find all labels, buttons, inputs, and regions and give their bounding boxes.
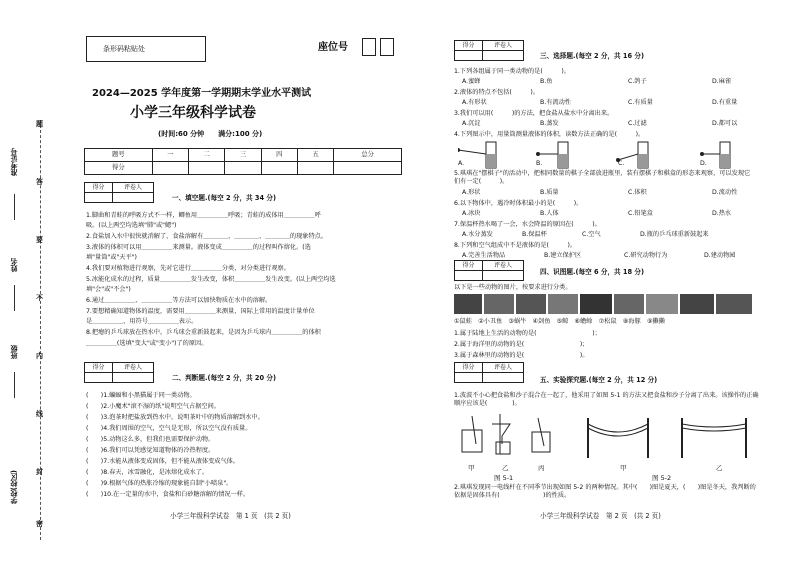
question-line: 7.要想精确知道物体的温度，需要用＿＿＿＿＿来测量，国际上常用的温度计量单位 bbox=[86, 308, 315, 315]
option: A.有形状 bbox=[462, 99, 487, 106]
seal-char: 内 bbox=[36, 352, 43, 360]
option: D.有重量 bbox=[712, 99, 738, 106]
choice-q3: 3.我们可以用( )的方法，把食盐从盐水中分离出来。 bbox=[454, 110, 614, 117]
question-line: 6.通过＿＿＿＿＿、＿＿＿＿＿等方法可以加快物质在水中的溶解。 bbox=[86, 297, 272, 304]
question-line: 吸。(以上两空均选填"肺"或"鳃") bbox=[86, 222, 177, 229]
barcode-label: 条形码粘贴处 bbox=[103, 45, 145, 53]
fig-label: 丙 bbox=[538, 464, 545, 472]
choice-q8: 8.下列和空气组成中不是液体的是( )。 bbox=[454, 242, 577, 249]
animal-photo bbox=[484, 294, 514, 314]
grader-score: 得分 bbox=[455, 363, 483, 373]
option: A. bbox=[458, 160, 465, 167]
student-id-line bbox=[14, 194, 15, 220]
seat-box[interactable] bbox=[362, 38, 376, 56]
seal-char: 要 bbox=[36, 236, 43, 244]
cylinder-figures bbox=[458, 140, 758, 172]
score-cell[interactable] bbox=[152, 162, 188, 175]
option: A.完善生活物品 bbox=[462, 252, 506, 259]
score-cell[interactable] bbox=[261, 162, 297, 175]
seal-char: 答 bbox=[36, 178, 43, 186]
grader-name: 评卷人 bbox=[113, 183, 154, 193]
option: B.鱼 bbox=[540, 78, 553, 85]
judge-line: ( )1.蝙蝠和小黑猫属于同一类动物。 bbox=[86, 392, 196, 399]
seat-box[interactable] bbox=[380, 38, 394, 56]
score-cell[interactable] bbox=[225, 162, 261, 175]
option: A.形状 bbox=[462, 189, 481, 196]
option: C.体积 bbox=[628, 189, 647, 196]
page-1-footer: 小学三年级科学试卷 第 1 页 (共 2 页) bbox=[170, 512, 291, 520]
fig-label: 甲 bbox=[468, 464, 475, 472]
option: A.冰块 bbox=[462, 210, 481, 217]
option: B.有流动性 bbox=[540, 99, 571, 106]
score-header: 五 bbox=[297, 149, 333, 162]
section-2-title: 二、判断题.(每空 2 分，共 20 分) bbox=[172, 374, 277, 382]
exam-title: 2024—2025 学年度第一学期期末学业水平测试 bbox=[92, 88, 312, 99]
choice-q2: 2.液体的特点不包括( )。 bbox=[454, 89, 539, 96]
animal-photo bbox=[580, 294, 612, 314]
choice-q1: 1.下列各组属于同一类动物的是( )。 bbox=[454, 68, 570, 75]
question-line: ＿＿＿＿＿(选填"变大"或"变小")了的原因。 bbox=[86, 340, 208, 347]
score-header: 四 bbox=[261, 149, 297, 162]
option: C.研究动物行为 bbox=[624, 252, 668, 259]
grader-cell[interactable] bbox=[85, 193, 113, 203]
judge-line: ( )5.动物这么多，但我们也需要保护动物。 bbox=[86, 436, 215, 443]
name-label: 姓名 bbox=[10, 258, 18, 272]
animal-photo bbox=[614, 294, 644, 314]
judge-line: ( )3.泡茶时把盐放到热水中，说明茶叶中的物质溶解到水中。 bbox=[86, 414, 264, 421]
question-line: 8.把瘪的乒乓球放在热水中，乒乓球会重新鼓起来，是因为乒乓球内＿＿＿＿＿的体积 bbox=[86, 329, 321, 336]
grader-cell[interactable] bbox=[455, 373, 483, 383]
grader-cell[interactable] bbox=[483, 51, 524, 61]
beaker-bing bbox=[532, 418, 550, 452]
student-id-label: 准考证号 bbox=[10, 148, 18, 176]
score-header: 二 bbox=[189, 149, 225, 162]
question-line: 2.食盐加入水中很快就消解了，食盐溶解有＿＿＿＿、＿＿＿＿、＿＿＿＿的现象特点。 bbox=[86, 233, 328, 240]
score-cell[interactable] bbox=[189, 162, 225, 175]
animal-photo bbox=[548, 294, 578, 314]
name-line bbox=[14, 285, 15, 311]
judge-line: ( )8.春天，冰雪融化，是冰熔化成水了。 bbox=[86, 469, 209, 476]
school-label: 学校(校区) bbox=[10, 470, 18, 505]
score-cell[interactable] bbox=[297, 162, 333, 175]
score-header: 一 bbox=[152, 149, 188, 162]
choice-q6: 6.以下物体中，遇冷时体积最小的是( )。 bbox=[454, 200, 583, 207]
question-line: 3.液体的体积可以用＿＿＿＿＿来测量。液体变成＿＿＿＿＿的过程叫作熔化。(选 bbox=[86, 244, 311, 251]
grader-cell[interactable] bbox=[455, 51, 483, 61]
classify-line: 3.属于森林里的动物的是( )。 bbox=[454, 352, 589, 359]
score-header: 总分 bbox=[334, 149, 402, 162]
fig-label: 乙 bbox=[502, 464, 509, 472]
question-line: 是＿＿＿＿＿，用符号＿＿＿＿＿表示。 bbox=[86, 318, 198, 325]
animal-photo bbox=[646, 294, 678, 314]
option: C.空气 bbox=[582, 231, 601, 238]
option: A.沉淀 bbox=[462, 120, 481, 127]
seal-char: 不 bbox=[36, 294, 43, 302]
barcode-box bbox=[86, 36, 206, 62]
funnel-yi bbox=[492, 414, 510, 454]
grader-cell[interactable] bbox=[113, 373, 154, 383]
grader-score: 得分 bbox=[455, 41, 483, 51]
classify-line: 1.属于陆地上生活的动物的是( )； bbox=[454, 330, 601, 337]
option: D.瓶的乒乓球重新鼓起来 bbox=[640, 231, 709, 238]
poles-figure bbox=[578, 414, 758, 462]
grader-name: 评卷人 bbox=[113, 363, 154, 373]
option: B.质量 bbox=[540, 189, 559, 196]
grader-box bbox=[454, 260, 524, 281]
section-4-intro: 以下是一些动物的图片，按要求进行分类。 bbox=[454, 284, 572, 291]
seal-char: 题 bbox=[36, 120, 43, 128]
judge-line: ( )2.小魔术"滚不湿的纸"说明空气占据空间。 bbox=[86, 403, 220, 410]
question-line: 填"量筒"或"天平") bbox=[86, 254, 137, 261]
judge-line: ( )4.我们周围的空气，空气是无形，所以空气没有质量。 bbox=[86, 425, 252, 432]
seal-char: 密 bbox=[36, 520, 43, 528]
section-4-title: 四、识图题.(每空 6 分，共 18 分) bbox=[540, 268, 645, 276]
choice-q7: 7.保温杯热水喝了一会，水会降温的原因在( )。 bbox=[454, 221, 601, 228]
question-line: 4.我们要对植物进行观察，先对它进行＿＿＿＿＿分类，对分类进行观察。 bbox=[86, 265, 290, 272]
figure-5-2-caption: 图 5-2 bbox=[652, 474, 672, 482]
option: C.有质量 bbox=[628, 99, 653, 106]
option: B.人体 bbox=[540, 210, 559, 217]
grader-cell[interactable] bbox=[483, 373, 524, 383]
judge-line: ( )7.水能从液体变成固体，但不能从液体变成气体。 bbox=[86, 458, 240, 465]
seal-char: 线 bbox=[36, 410, 43, 418]
score-table bbox=[84, 148, 402, 175]
seat-label: 座位号 bbox=[318, 42, 348, 53]
grader-box bbox=[84, 362, 154, 383]
score-header: 三 bbox=[225, 149, 261, 162]
section-3-title: 三、选择题.(每空 2 分，共 16 分) bbox=[540, 52, 645, 60]
figure-5-1-caption: 图 5-1 bbox=[494, 474, 514, 482]
animal-photo bbox=[716, 294, 752, 314]
score-header: 题号 bbox=[85, 149, 153, 162]
question-line: 5.冰能化成水的过程，质量＿＿＿＿＿发生改变，体积＿＿＿＿＿发生改变。(以上两空均选 bbox=[86, 276, 336, 283]
option: D.热水 bbox=[712, 210, 732, 217]
option: C.鸽子 bbox=[628, 78, 647, 85]
poles-yi bbox=[682, 418, 746, 458]
grader-cell[interactable] bbox=[113, 193, 154, 203]
grader-name: 评卷人 bbox=[483, 261, 524, 271]
page-2-footer: 小学三年级科学试卷 第 2 页 (共 2 页) bbox=[540, 512, 661, 520]
score-cell[interactable] bbox=[334, 162, 402, 175]
grader-name: 评卷人 bbox=[483, 363, 524, 373]
grader-box bbox=[84, 182, 154, 203]
question-line: 填"会"或"不会") bbox=[86, 286, 131, 293]
animal-list: ①鼠蛙 ②小丑鱼 ③蜗牛 ④剑鱼 ⑤鲸 ⑥蟾蜍 ⑦松鼠 ⑧海豚 ⑨獭獭 bbox=[454, 318, 665, 325]
classify-line: 2.属于海洋里的动物的是( )； bbox=[454, 341, 589, 348]
experiment-q2: 2.琪琪发现同一电线杆在不同季节出现如图 5-2 的两种情况。其中( )图是夏天，( )图是冬天，我判断的依据是固体具有( )的性质。 bbox=[454, 484, 756, 499]
question-line: 1.脚曲和青蛙的呼吸方式不一样，鲫鱼用＿＿＿＿＿呼吸；青蛙的成体用＿＿＿＿＿呼 bbox=[86, 212, 321, 219]
judge-line: ( )9.根据气体的热胀冷缩的现象能自制"小喷泉"。 bbox=[86, 480, 233, 487]
grader-cell[interactable] bbox=[483, 271, 524, 281]
grader-score: 得分 bbox=[85, 363, 113, 373]
experiment-q1: 1.波波不小心把食盐和沙子混合在一起了，他采用了如图 5-1 的方法又把食盐和沙子分离了出来。该操作的正确顺序应该是( )。 bbox=[454, 392, 759, 407]
section-5-title: 五、实验探究题.(每空 2 分，共 12 分) bbox=[540, 376, 658, 384]
grader-cell[interactable] bbox=[85, 373, 113, 383]
option: D.流动性 bbox=[712, 189, 738, 196]
fig-label: 甲 bbox=[620, 464, 627, 472]
judge-line: ( )6.我们可以凭感觉知道物体的冷热程度。 bbox=[86, 447, 215, 454]
exam-subtitle: 小学三年级科学试卷 bbox=[130, 105, 256, 121]
grader-box bbox=[454, 40, 524, 61]
score-row-label: 得分 bbox=[85, 162, 153, 175]
option: B.蒸发 bbox=[540, 120, 559, 127]
option: D.麻雀 bbox=[712, 78, 732, 85]
option: D.都可以 bbox=[712, 120, 738, 127]
filter-figure bbox=[460, 414, 560, 462]
option: C.铅笔盒 bbox=[628, 210, 653, 217]
option: B. bbox=[536, 160, 543, 167]
animal-photo bbox=[680, 294, 714, 314]
grader-cell[interactable] bbox=[455, 271, 483, 281]
grader-box bbox=[454, 362, 524, 383]
option: C. bbox=[618, 160, 625, 167]
animal-photo bbox=[516, 294, 546, 314]
choice-q4: 4.下列图示中，用量筒测量液体的体积，读数方法正确的是( )。 bbox=[454, 131, 645, 138]
option: D. bbox=[700, 160, 707, 167]
option: A.蜜蜂 bbox=[462, 78, 481, 85]
seal-char: 封 bbox=[36, 468, 43, 476]
class-line bbox=[14, 372, 15, 398]
exam-meta: (时间:60 分钟 满分:100 分) bbox=[158, 130, 263, 138]
option: A.水分蒸发 bbox=[462, 231, 493, 238]
choice-q5: 5.琪琪在"摆棋子"的活动中，把相同数量的棋子全部放进瓶里，装有摆棋子和棋盒的形态来观察，可以发现它们有一定( )。 bbox=[454, 170, 751, 185]
option: B.建立保护区 bbox=[544, 252, 582, 259]
section-1-title: 一、填空题.(每空 2 分，共 34 分) bbox=[172, 194, 277, 202]
class-label: 班级 bbox=[10, 345, 18, 359]
grader-score: 得分 bbox=[455, 261, 483, 271]
fig-label: 乙 bbox=[716, 464, 723, 472]
option: C.过滤 bbox=[628, 120, 647, 127]
poles-jia bbox=[588, 418, 648, 458]
option: B.保温杯 bbox=[522, 231, 547, 238]
grader-name: 评卷人 bbox=[483, 41, 524, 51]
judge-line: ( )10.在一定量的水中，食盐和白砂糖溶解的情况一样。 bbox=[86, 491, 250, 498]
grader-score: 得分 bbox=[85, 183, 113, 193]
beaker-jia bbox=[462, 416, 482, 452]
animal-photo bbox=[454, 294, 482, 314]
option: D.建动物园 bbox=[704, 252, 736, 259]
